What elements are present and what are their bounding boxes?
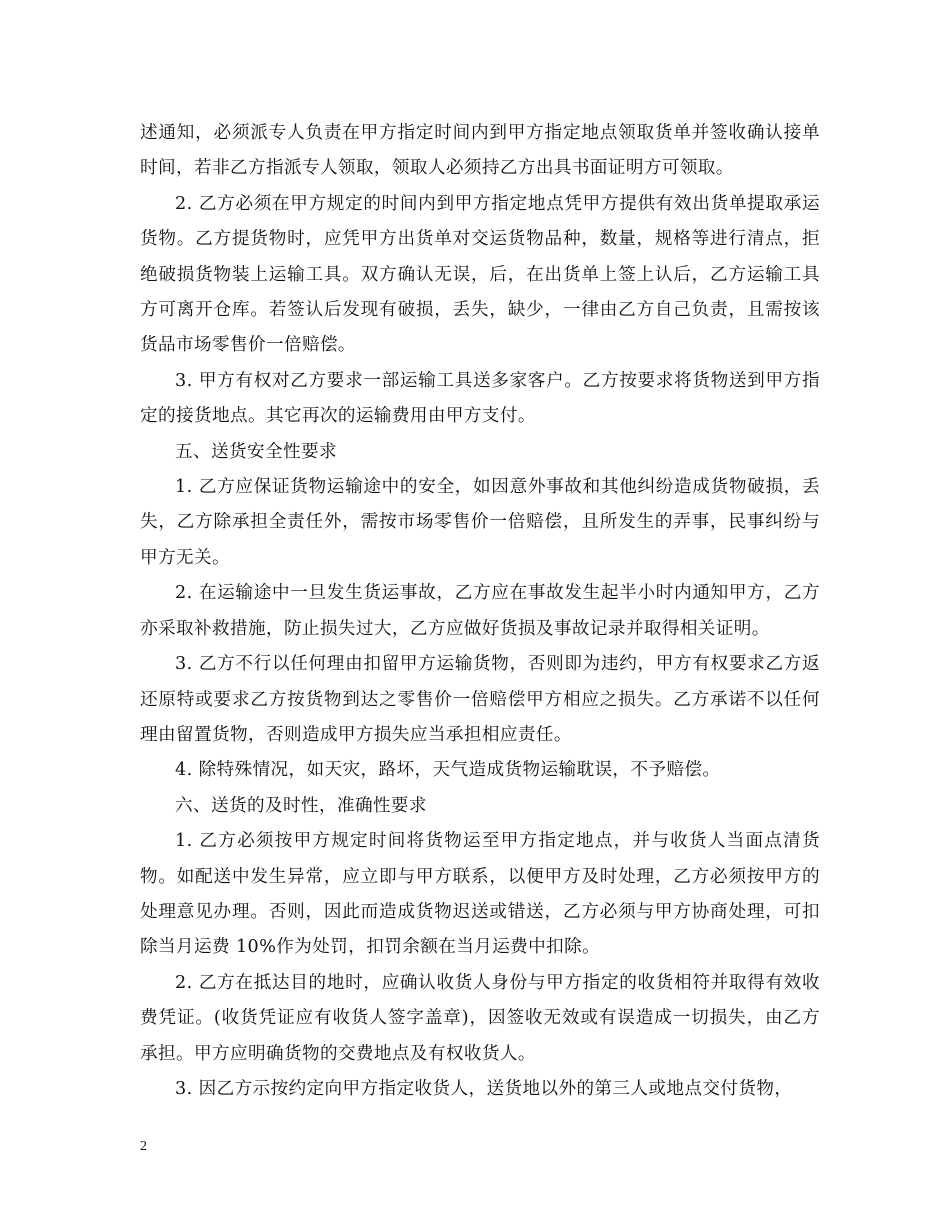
clause-5-3: 3. 乙方不行以任何理由扣留甲方运输货物，否则即为违约，甲方有权要求乙方返还原特或要求乙方按货物到达之零售价一倍赔偿甲方相应之损失。乙方承诺不以任何理由留置货物，否则造成甲方损失应当承担相应责任。: [140, 654, 820, 745]
page-number: 2: [140, 1139, 147, 1154]
section-heading-6: 六、送货的及时性，准确性要求: [175, 795, 427, 816]
section-heading-5: 五、送货安全性要求: [175, 441, 337, 462]
paragraph-continuation: 述通知，必须派专人负责在甲方指定时间内到甲方指定地点领取货单并签收确认接单时间，若非乙方指派专人领取，领取人必须持乙方出具书面证明方可领取。: [140, 123, 820, 179]
clause-6-1: 1. 乙方必须按甲方规定时间将货物运至甲方指定地点，并与收货人当面点清货物。如配送中发生异常，应立即与甲方联系，以便甲方及时处理，乙方必须按甲方的处理意见办理。否则，因此而造成货物迟送或错送，乙方必须与甲方协商处理，可扣除当月运费 10%作为处罚，扣罚余额在当月运费中扣除。: [140, 831, 820, 958]
clause-5-2: 2. 在运输途中一旦发生货运事故，乙方应在事故发生起半小时内通知甲方，乙方亦采取补救措施，防止损失过大，乙方应做好货损及事故记录并取得相关证明。: [140, 583, 820, 639]
document-body: [140, 116, 820, 1107]
clause-5-4: 4. 除特殊情况，如天灾，路坏，天气造成货物运输耽误，不予赔偿。: [175, 760, 721, 781]
clause-4-2: 2. 乙方必须在甲方规定的时间内到甲方指定地点凭甲方提供有效出货单提取承运货物。乙方提货物时，应凭甲方出货单对交运货物品种，数量，规格等进行清点，拒绝破损货物装上运输工具。双方确认无误，后，在出货单上签上认后，乙方运输工具方可离开仓库。若签认后发现有破损，丢失，缺少，一律由乙方自己负责，且需按该货品市场零售价一倍赔偿。: [140, 193, 820, 356]
clause-4-3: 3. 甲方有权对乙方要求一部运输工具送多家客户。乙方按要求将货物送到甲方指定的接货地点。其它再次的运输费用由甲方支付。: [140, 370, 820, 427]
clause-6-2: 2. 乙方在抵达目的地时，应确认收货人身份与甲方指定的收货相符并取得有效收费凭证。(收货凭证应有收货人签字盖章)，因签收无效或有误造成一切损失，由乙方承担。甲方应明确货物的交费地点及有权收货人。: [140, 972, 820, 1064]
clause-6-3: 3. 因乙方示按约定向甲方指定收货人，送货地以外的第三人或地点交付货物，: [175, 1078, 793, 1099]
clause-5-1: 1. 乙方应保证货物运输途中的安全，如因意外事故和其他纠纷造成货物破损，丢失，乙方除承担全责任外，需按市场零售价一倍赔偿，且所发生的弄事，民事纠纷与甲方无关。: [140, 477, 820, 568]
